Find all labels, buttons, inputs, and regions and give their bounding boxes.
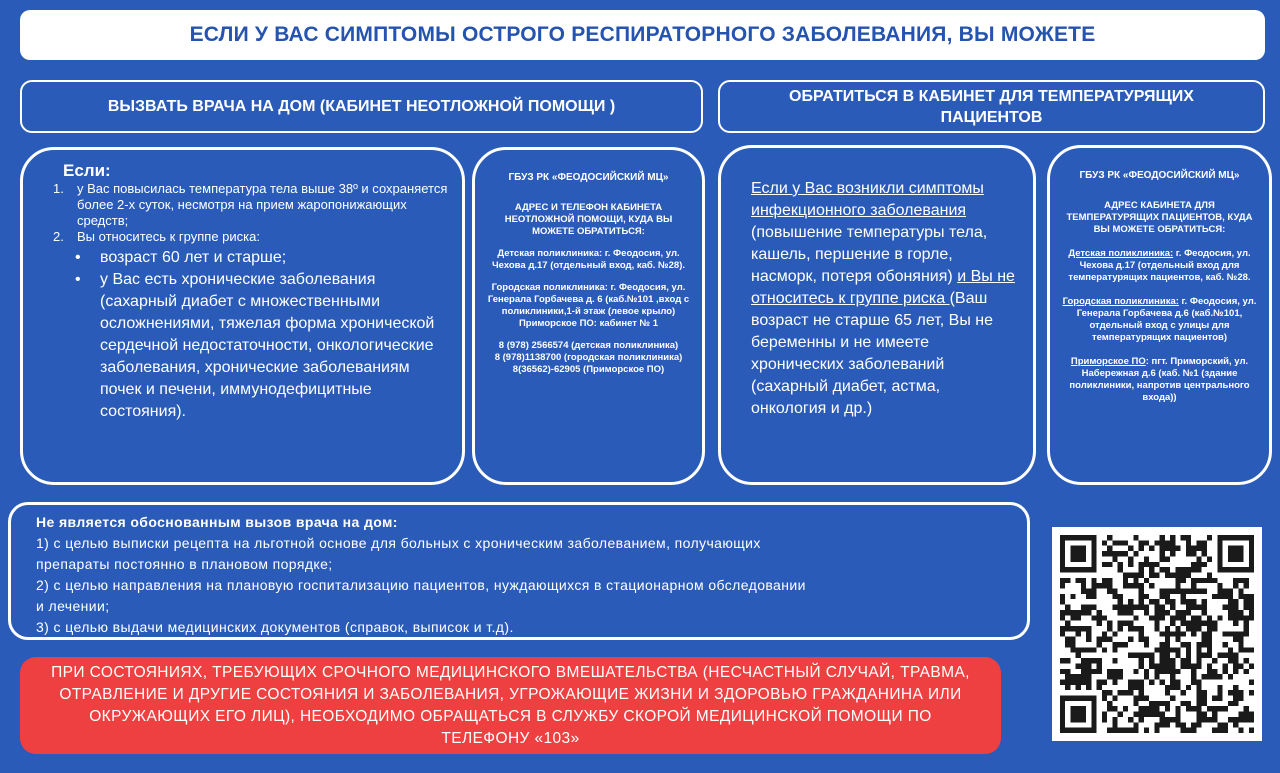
infection-intro: Если у Вас возникли симптомы инфекционного заболевания bbox=[751, 180, 984, 219]
phone-children-clinic: 8 (978) 2566574 (детская поликлиника) bbox=[498, 340, 679, 351]
risk-item bbox=[75, 269, 450, 423]
address-label: Городская поликлиника: bbox=[1062, 296, 1179, 307]
infection-symptoms-panel bbox=[718, 145, 1036, 485]
organization-name: ГБУЗ РК «ФЕОДОСИЙСКИЙ МЦ» bbox=[1079, 170, 1240, 181]
home-visit-header: ВЫЗВАТЬ ВРАЧА НА ДОМ (КАБИНЕТ НЕОТЛОЖНОЙ ПОМОЩИ ) bbox=[20, 80, 703, 133]
risk-item bbox=[75, 247, 450, 269]
phone-list bbox=[483, 340, 694, 376]
address-city-clinic: Городская поликлиника: г. Феодосия, ул. Генерала Горбачева д. 6 (каб.№101 ,вход с поликлиники,1-й этаж (левое крыло) bbox=[487, 282, 690, 317]
fever-cabinet-header: ОБРАТИТЬСЯ В КАБИНЕТ ДЛЯ ТЕМПЕРАТУРЯЩИХ ПАЦИЕНТОВ bbox=[718, 80, 1265, 133]
emergency-alert: ПРИ СОСТОЯНИЯХ, ТРЕБУЮЩИХ СРОЧНОГО МЕДИЦИНСКОГО ВМЕШАТЕЛЬСТВА (НЕСЧАСТНЫЙ СЛУЧАЙ, ТРАВМА, ОТРАВЛЕНИЕ И ДРУГИЕ СОСТОЯНИЯ И ЗАБОЛЕВАНИЯ, УГРОЖАЮЩИЕ ЖИЗНИ И ЗДОРОВЬЮ ГРАЖДАНИНА ИЛИ ОКРУЖАЮЩИХ ЕГО ЛИЦ), НЕОБХОДИМО ОБРАЩАТЬСЯ В СЛУЖБУ СКОРОЙ МЕДИЦИНСКОЙ ПОМОЩИ ПО ТЕЛЕФОНУ «103» bbox=[20, 657, 1001, 754]
infection-criteria: (Ваш возраст не старше 65 лет, Вы не беременны и не имеете хронических заболеваний (сахарный диабет, астма, онкология и др.) bbox=[751, 290, 993, 417]
address-primorskoe bbox=[1058, 356, 1261, 404]
address-label: Детская поликлиника: bbox=[1068, 248, 1174, 259]
home-visit-conditions-panel bbox=[20, 147, 465, 485]
address-text: г. Феодосия, ул. Чехова д.17 (отдельный вход для температурящих пациентов, каб. №28. bbox=[1068, 248, 1251, 283]
address-primorskoe: Приморское ПО: кабинет № 1 bbox=[518, 318, 659, 329]
conditions-heading: Если: bbox=[63, 161, 111, 180]
qr-code-icon[interactable] bbox=[1052, 527, 1262, 741]
address-text: : пгт. Приморский, ул. Набережная д.6 (каб. №1 (здание поликлиники, напротив центрального входа)) bbox=[1069, 356, 1250, 403]
infection-not-risk: и Вы не относитесь к группе риска bbox=[751, 268, 1015, 307]
notice-title: Не является обоснованным вызов врача на дом: bbox=[36, 514, 398, 530]
condition-number: 1. bbox=[53, 181, 64, 196]
page-title: ЕСЛИ У ВАС СИМПТОМЫ ОСТРОГО РЕСПИРАТОРНОГО ЗАБОЛЕВАНИЯ, ВЫ МОЖЕТЕ bbox=[20, 10, 1265, 60]
urgent-care-contacts-panel bbox=[472, 147, 705, 485]
condition-number: 2. bbox=[53, 229, 64, 244]
address-city-clinic bbox=[1058, 296, 1261, 344]
notice-line: 2) с целью направления на плановую госпитализацию пациентов, нуждающихся в стационарном обследовании bbox=[36, 577, 806, 593]
notice-line: 3) с целью выдачи медицинских документов (справок, выписок и т.д). bbox=[36, 619, 514, 635]
condition-item bbox=[53, 229, 450, 245]
conditions-list bbox=[53, 181, 450, 245]
infection-symptoms: (повышение температуры тела, кашель, першение в горле, насморк, потеря обоняния) bbox=[751, 224, 988, 285]
address-label: Приморское ПО bbox=[1070, 356, 1146, 367]
fever-cabinet-contacts-panel bbox=[1047, 145, 1272, 485]
condition-text: у Вас повысилась температура тела выше 38º и сохраняется более 2-х суток, несмотря на прием жаропонижающих средств; bbox=[77, 181, 448, 228]
risk-group-list bbox=[75, 247, 450, 423]
unjustified-visit-notice bbox=[8, 502, 1030, 640]
notice-line: и лечении; bbox=[36, 598, 110, 614]
phone-city-clinic: 8 (978)1138700 (городская поликлиника) bbox=[494, 352, 683, 363]
notice-line: препараты постоянно в плановом порядке; bbox=[36, 556, 333, 572]
condition-text: Вы относитесь к группе риска: bbox=[77, 229, 260, 244]
contacts-heading: АДРЕС КАБИНЕТА ДЛЯ ТЕМПЕРАТУРЯЩИХ ПАЦИЕНТОВ, КУДА ВЫ МОЖЕТЕ ОБРАТИТЬСЯ: bbox=[1066, 200, 1253, 235]
condition-item bbox=[53, 181, 450, 229]
contacts-heading: АДРЕС И ТЕЛЕФОН КАБИНЕТА НЕОТЛОЖНОЙ ПОМОЩИ, КУДА ВЫ МОЖЕТЕ ОБРАТИТЬСЯ: bbox=[504, 202, 673, 237]
address-children-clinic: Детская поликлиника: г. Феодосия, ул. Чехова д.17 (отдельный вход, каб. №28). bbox=[492, 248, 685, 271]
notice-line: 1) с целью выписки рецепта на льготной основе для больных с хроническим заболеванием, получающих bbox=[36, 535, 761, 551]
phone-primorskoe: 8(36562)-62905 (Приморское ПО) bbox=[512, 364, 665, 375]
address-children-clinic bbox=[1058, 248, 1261, 284]
bullet-icon: • bbox=[75, 249, 81, 266]
address-text: г. Феодосия, ул. Генерала Горбачева д.6 (каб.№101, отдельный вход с улицы для температурящих пациентов) bbox=[1076, 296, 1257, 343]
bullet-icon: • bbox=[75, 271, 81, 288]
organization-name: ГБУЗ РК «ФЕОДОСИЙСКИЙ МЦ» bbox=[508, 172, 669, 183]
risk-text: у Вас есть хронические заболевания (сахарный диабет с множественными осложнениями, тяжелая форма хронической сердечной недостаточности, онкологические заболевания, хронические заболеваниям почек и печени, иммунодефицитные состояния). bbox=[100, 271, 435, 420]
risk-text: возраст 60 лет и старше; bbox=[100, 249, 287, 266]
